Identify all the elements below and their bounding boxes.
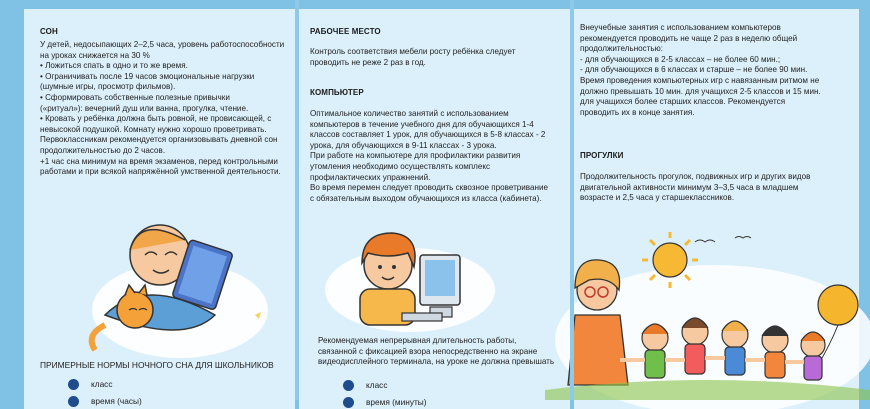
column-divider <box>295 0 299 400</box>
sleeping-child-illustration <box>85 215 275 355</box>
computer-legend-class: класс <box>343 380 387 391</box>
legend-dot-icon <box>343 380 354 391</box>
legend-dot-icon <box>343 397 354 408</box>
walks-heading: ПРОГУЛКИ <box>580 151 624 160</box>
child-computer-illustration <box>320 225 500 335</box>
sleep-legend-class: класс <box>68 379 112 390</box>
computer-legend-time: время (минуты) <box>343 397 427 408</box>
sleep-heading: СОН <box>40 27 58 36</box>
workplace-text: Контроль соответствия мебели росту ребёнка следует проводить не реже 2 раз в год. <box>310 47 516 67</box>
computer-text: Оптимальное количество занятий с использованием компьютеров в течение учебного дня для обучающихся 1-4 классов составляет 1 урок, для обучающихся в 5-8 классах - 2 урока, для обучающихся в 9-11 классах - 3 урока. При работе на компьютере для профилактики развития утомления необходимо осуществлять комплекс профилактических упражнений. Во время перемен следует проводить сквозное проветривание с обязательным выходом обучающихся из класса (кабинета). <box>310 109 549 203</box>
legend-dot-icon <box>68 396 79 407</box>
walks-text: Продолжительность прогулок, подвижных игр и других видов двигательной активности минимум 3–3,5 часа в младшем возрасте и 2,5 часа у старшеклассников. <box>580 172 811 203</box>
column-divider <box>570 0 574 400</box>
sleep-legend-time: время (часы) <box>68 396 142 407</box>
screen-duration-text: Рекомендуемая непрерывная длительность работы, связанной с фиксацией взора непосредственно на экране видеодисплейного терминала, на уроке не должна превышать <box>318 336 555 367</box>
walking-children-illustration <box>545 220 870 400</box>
sleep-norms-title: ПРИМЕРНЫЕ НОРМЫ НОЧНОГО СНА ДЛЯ ШКОЛЬНИКОВ <box>40 360 274 370</box>
extracurricular-text: Внеучебные занятия с использованием компьютеров рекомендуется проводить не чаще 2 раз в неделю общей продолжительностью: - для обучающихся в 2-5 классах – не более 60 мин.; - для обучающихся в 6 классах и старше – не более 90 мин. Время проведения компьютерных игр с навязанным ритмом не должно превышать 10 мин. для учащихся 2-5 классов и 15 мин. для учащихся более старших классов. Рекомендуется проводить их в конце занятия. <box>580 23 821 117</box>
computer-heading: КОМПЬЮТЕР <box>310 88 364 97</box>
workplace-heading: РАБОЧЕЕ МЕСТО <box>310 27 381 36</box>
legend-dot-icon <box>68 379 79 390</box>
sleep-text: У детей, недосыпающих 2–2,5 часа, уровень работоспособности на уроках снижается на 30 % • Ложиться спать в одно и то же время. • Ограничивать после 19 часов эмоциональные нагрузки (шумные игры, просмотр фильмов). • Сформировать собственные полезные привычки («ритуал»): вечерний душ или ванна, прогулка, чтение. • Кровать у ребёнка должна быть ровной, не провисающей, с невысокой подушкой. Комнату нужно хорошо проветривать. Первоклассникам рекомендуется организовывать дневной сон продолжительностью до 2 часов. +1 час сна минимум на время экзаменов, перед контрольными работами и при всякой напряжённой умственной деятельности. <box>40 40 285 177</box>
